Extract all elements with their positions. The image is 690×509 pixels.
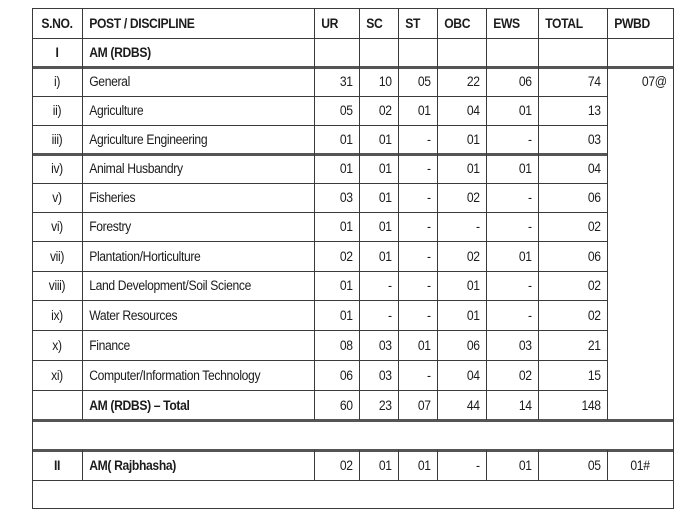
section2-st-value: 01 [417,457,431,473]
total-ur-value: 60 [339,397,353,413]
total-sc-value: 23 [378,397,392,413]
row-st-value: - [427,307,431,323]
row-total-value: 02 [587,219,601,234]
row-st-value: - [427,248,431,264]
section2-total-value: 05 [587,457,601,473]
row-sc-value: 01 [378,219,392,234]
column-divider [538,8,539,420]
row-serial-number: vii) [49,248,65,264]
row-divider [32,449,674,452]
row-divider [32,8,674,9]
column-divider [82,8,83,420]
row-st-value: - [427,132,431,147]
row-obc-value: 01 [466,161,480,176]
row-ews-value: 01 [518,248,532,264]
row-obc-value: 01 [466,132,480,147]
column-header-ur: UR [321,15,339,31]
column-divider [607,450,608,480]
row-obc-value: - [476,219,480,234]
column-divider [437,450,438,480]
total-obc-value: 44 [466,397,480,413]
row-divider [32,66,674,69]
row-st-value: - [427,190,431,205]
row-ews-value: 03 [518,337,532,353]
row-divider [32,153,608,156]
row-post-name: Land Development/Soil Science [89,278,252,293]
row-serial-number: v) [52,190,62,205]
row-divider [32,212,608,213]
column-divider [314,8,315,420]
row-sc-value: - [388,278,392,293]
row-total-value: 03 [587,132,601,147]
total-st-value: 07 [417,397,431,413]
row-ur-value: 01 [339,132,353,147]
section2-title: AM( Rajbhasha) [89,457,176,473]
row-divider [32,330,608,331]
row-sc-value: 03 [378,337,392,353]
row-sc-value: 01 [378,248,392,264]
row-ur-value: 06 [339,367,353,383]
column-divider [538,450,539,480]
row-divider [32,300,608,301]
row-obc-value: 02 [466,248,480,264]
row-serial-number: x) [52,337,62,353]
row-ur-value: 31 [339,74,353,89]
column-divider [314,450,315,480]
column-header-st: ST [405,15,421,31]
column-divider [359,450,360,480]
row-sc-value: 01 [378,190,392,205]
column-divider [359,8,360,420]
row-total-value: 21 [587,337,601,353]
row-serial-number: ii) [52,103,62,118]
row-post-name: Fisheries [89,190,136,205]
row-divider [32,480,674,481]
row-ews-value: 01 [518,103,532,118]
row-divider [32,96,608,97]
column-header-pwbd: PWBD [614,15,650,31]
row-ews-value: 06 [518,74,532,89]
row-sc-value: 01 [378,132,392,147]
row-post-name: Water Resources [89,307,178,323]
row-ur-value: 01 [339,307,353,323]
row-post-name: Forestry [89,219,131,234]
row-total-value: 13 [587,103,601,118]
vacancy-table [32,8,673,508]
column-header-post-discipline: POST / DISCIPLINE [89,15,195,31]
column-header-ews: EWS [493,15,520,31]
row-total-value: 06 [587,190,601,205]
row-ews-value: 02 [518,367,532,383]
row-ur-value: 01 [339,219,353,234]
row-total-value: 06 [587,248,601,264]
column-divider [82,450,83,480]
row-post-name: Plantation/Horticulture [89,248,201,264]
row-divider [32,241,608,242]
row-sc-value: 10 [378,74,392,89]
column-divider [673,8,674,508]
column-divider [398,8,399,420]
row-serial-number: ix) [51,307,63,323]
column-divider [486,8,487,420]
row-ur-value: 08 [339,337,353,353]
row-post-name: Animal Husbandry [89,161,183,176]
row-post-name: Agriculture Engineering [89,132,208,147]
row-sc-value: 03 [378,367,392,383]
section2-number: II [53,457,61,473]
row-serial-number: viii) [48,278,66,293]
row-st-value: 01 [417,103,431,118]
section2-ews-value: 01 [518,457,532,473]
row-st-value: 01 [417,337,431,353]
row-ews-value: 01 [518,161,532,176]
row-serial-number: iii) [51,132,63,147]
row-divider [32,183,608,184]
row-sc-value: - [388,307,392,323]
section2-pwbd-value: 01# [630,457,650,473]
row-ews-value: - [528,307,532,323]
row-st-value: - [427,161,431,176]
row-total-value: 02 [587,307,601,323]
row-ur-value: 01 [339,161,353,176]
column-header-s-no: S.NO. [41,15,73,31]
section2-ur-value: 02 [339,457,353,473]
row-ur-value: 03 [339,190,353,205]
row-serial-number: iv) [51,161,63,176]
row-post-name: Finance [89,337,130,353]
row-st-value: - [427,367,431,383]
row-post-name: Computer/Information Technology [89,367,261,383]
row-obc-value: 06 [466,337,480,353]
total-ews-value: 14 [518,397,532,413]
pwbd-section1-value: 07@ [641,74,667,89]
row-ur-value: 01 [339,278,353,293]
row-serial-number: i) [53,74,61,89]
row-post-name: General [89,74,130,89]
column-header-obc: OBC [444,15,471,31]
row-obc-value: 01 [466,278,480,293]
row-st-value: - [427,278,431,293]
row-divider [32,419,674,422]
row-obc-value: 04 [466,103,480,118]
row-obc-value: 22 [466,74,480,89]
column-divider [437,8,438,420]
row-divider [32,125,608,126]
row-total-value: 04 [587,161,601,176]
section-title: AM (RDBS) [89,45,151,60]
row-divider [32,390,608,391]
row-st-value: 05 [417,74,431,89]
row-ews-value: - [528,278,532,293]
row-ur-value: 05 [339,103,353,118]
row-obc-value: 02 [466,190,480,205]
row-total-value: 74 [587,74,601,89]
column-divider [32,8,33,508]
row-obc-value: 01 [466,307,480,323]
column-divider [607,8,608,420]
column-divider [398,450,399,480]
row-ews-value: - [528,132,532,147]
row-serial-number: xi) [51,367,63,383]
column-header-total: TOTAL [545,15,583,31]
row-divider [32,271,608,272]
row-total-value: 02 [587,278,601,293]
row-serial-number: vi) [51,219,63,234]
column-header-sc: SC [366,15,383,31]
row-total-value: 15 [587,367,601,383]
row-sc-value: 02 [378,103,392,118]
total-row-label: AM (RDBS) – Total [89,397,190,413]
row-post-name: Agriculture [89,103,144,118]
row-divider [32,360,608,361]
row-ur-value: 02 [339,248,353,264]
section2-obc-value: - [476,457,480,473]
row-divider [32,38,674,39]
column-divider [486,450,487,480]
row-ews-value: - [528,190,532,205]
row-sc-value: 01 [378,161,392,176]
section2-sc-value: 01 [378,457,392,473]
row-obc-value: 04 [466,367,480,383]
row-ews-value: - [528,219,532,234]
total-total-value: 148 [581,397,601,413]
section-number: I [55,45,59,60]
row-st-value: - [427,219,431,234]
